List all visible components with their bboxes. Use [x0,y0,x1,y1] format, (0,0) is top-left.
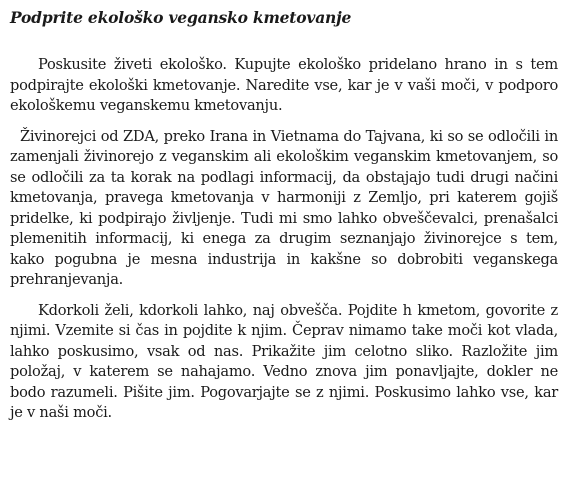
paragraph-3: Kdorkoli želi, kdorkoli lahko, naj obvešča. Pojdite h kmetom, govorite z njimi. Vzemite si čas in pojdite k njim. Čeprav nimamo take moči kot vlada, lahko poskusimo, vsak od nas. Prikažite jim celotno sliko. Razložite jim položaj, v katerem se nahajamo. Vedno znova jim ponavljajte, dokler ne bodo razumeli. Pišite jim. Pogovarjajte se z njimi. Poskusimo lahko vse, kar je v naši moči. [10,301,558,421]
document-heading: Podprite ekološko vegansko kmetovanje [10,8,352,27]
document-page [10,8,558,434]
paragraph-2: Živinorejci od ZDA, preko Irana in Vietnama do Tajvana, ki so se odločili in zamenjali živinorejo z veganskim ali ekološkim veganskim kmetovanjem, so se odločili za ta korak na podlagi informacij, da obstajajo tudi drugi načini kmetovanja, pravega kmetovanja v harmoniji z Zemljo, pri katerem gojiš pridelke, ki podpirajo življenje. Tudi mi smo lahko obveščevalci, prenašalci plemenitih informacij, ki enega za drugim seznanjajo živinorejce s tem, kako pogubna je mesna industrija in kakšne so dobrobiti veganskega prehranjevanja. [10,127,558,288]
paragraph-1: Poskusite živeti ekološko. Kupujte ekološko pridelano hrano in s tem podpirajte ekološki kmetovanje. Naredite vse, kar je v vaši moči, v podporo ekološkemu veganskemu kmetovanju. [10,56,558,114]
